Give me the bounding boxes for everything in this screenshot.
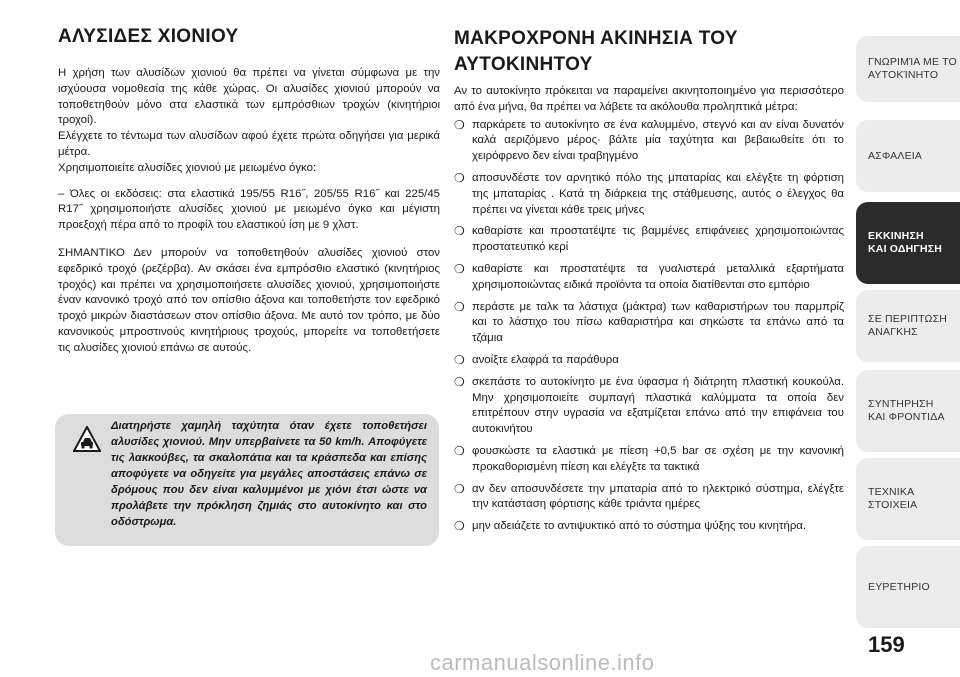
bullet-circle-icon: ❍ (454, 261, 465, 276)
list-item: ❍ παρκάρετε το αυτοκίνητο σε ένα καλυμμένο, στεγνό και αν είναι δυνατόν καλά αεριζόμενο μέρος· βάλτε μία ταχύτητα και βεβαιωθείτε ότι το χειρόφρενο δεν είναι τραβηγμένο (454, 117, 844, 163)
precaution-list (454, 118, 844, 535)
list-item: ❍ καθαρίστε και προστατέψτε τις βαμμένες επιφάνειες χρησιμοποιώντας προστατευτικό κερί (454, 224, 844, 254)
warning-box (55, 414, 439, 546)
snow-chains-body (58, 66, 440, 357)
tab-index[interactable]: ΕΥΡΕΤΗΡΙΟ (856, 546, 960, 628)
warning-text: Διατηρήστε χαμηλή ταχύτητα όταν έχετε τοποθετήσει αλυσίδες χιονιού. Μην υπερβαίνετε τα 50 km/h. Αποφύγετε τις λακκούβες, τα σκαλοπάτια και τα κράσπεδα και επίσης αποφύγετε να οδηγείτε για μεγάλες αποστάσεις επάνω σε δρόμους που δεν είναι καλυμμένοι με χιόνι έτσι ώστε να προλάβετε την πρόκληση ζημιάς στο αυτοκίνητο και στο οδόστρωμα. (111, 420, 427, 528)
paragraph: Ελέγχετε το τέντωμα των αλυσίδων αφού έχετε πρώτα οδηγήσει για μερικά μέτρα. (58, 130, 440, 158)
bullet-circle-icon: ❍ (454, 374, 465, 389)
page-number: 159 (868, 632, 905, 657)
bullet-circle-icon: ❍ (454, 481, 465, 496)
list-item: ❍ αν δεν αποσυνδέσετε την μπαταρία από το ηλεκτρικό σύστημα, ελέγξτε την κατάσταση φόρτισης κάθε τριάντα ημέρες (454, 481, 844, 511)
tab-getting-to-know[interactable]: ΓΝΩΡΙΜΊΑ ΜΕ ΤΟ ΑΥΤΟΚΊΝΗΤΟ (856, 36, 960, 102)
intro-paragraph: Αν το αυτοκίνητο πρόκειται να παραμείνει ακινητοποιημένο για περισσότερο από ένα μήνα, θα πρέπει να λάβετε τα ακόλουθα προληπτικά μέτρα: (454, 85, 844, 113)
tab-technical-data[interactable]: ΤΕΧΝΙΚΑ ΣΤΟΙΧΕΙΑ (856, 458, 960, 540)
bullet-circle-icon: ❍ (454, 117, 465, 132)
list-item: ❍ περάστε με ταλκ τα λάστιχα (μάκτρα) των καθαριστήρων του παρμπρίζ και το λάστιχο του πίσω καθαριστήρα και σηκώστε τα επάνω από τα τζάμια (454, 299, 844, 345)
bullet-circle-icon: ❍ (454, 352, 465, 367)
list-item: ❍ αποσυνδέστε τον αρνητικό πόλο της μπαταρίας και ελέγξτε τη φόρτιση της μπαταρίας . Κατά τη διάρκεια της στάθμευσης, αυτός ο έλεγχος θα πρέπει να γίνεται κάθε τρεις μήνες (454, 170, 844, 216)
list-item: ❍ μην αδειάζετε το αντιψυκτικό από το σύστημα ψύξης του κινητήρα. (454, 519, 807, 534)
bullet-circle-icon: ❍ (454, 443, 465, 458)
tab-starting-driving[interactable]: ΕΚΚΙΝΗΣΗ ΚΑΙ ΟΔΗΓΗΣΗ (856, 202, 960, 284)
section-heading-long-inactivity: ΜΑΚΡΟΧΡΟΝΗ ΑΚΙΝΗΣΙΑ ΤΟΥ ΑΥΤΟΚΙΝΗΤΟΥ (454, 28, 738, 75)
list-item: ❍ φουσκώστε τα ελαστικά με πίεση +0,5 bar σε σχέση με την κανονική προκαθορισμένη πίεση και ελέγξτε τα τακτικά (454, 443, 844, 473)
tab-safety[interactable]: ΑΣΦΑΛΕΙΑ (856, 120, 960, 192)
list-item: ❍ καθαρίστε και προστατέψτε τα γυαλιστερά μεταλλικά εξαρτήματα χρησιμοποιώντας ειδικά προϊόντα τα οποία διατίθενται στο εμπόριο (454, 261, 844, 291)
bullet-circle-icon: ❍ (454, 519, 465, 534)
list-item: ❍ σκεπάστε το αυτοκίνητο με ένα ύφασμα ή διάτρητη πλαστική κουκούλα. Μην χρησιμοποιείτε συμπαγή πλαστικά καλύμματα τα οποία δεν επιτρέπουν στην υγρασία να εξατμίζεται επάνω από την επιφάνεια του αυτοκινήτου (454, 374, 844, 436)
tab-emergency[interactable]: ΣΕ ΠΕΡΙΠΤΩΣΗ ΑΝΑΓΚΗΣ (856, 290, 960, 362)
bullet-circle-icon: ❍ (454, 224, 465, 239)
tab-maintenance[interactable]: ΣΥΝΤΗΡΗΣΗ ΚΑΙ ΦΡΟΝΤΙΔΑ (856, 370, 960, 452)
paragraph: Χρησιμοποιείτε αλυσίδες χιονιού με μειωμένο όγκο: (58, 161, 317, 174)
list-item: ❍ ανοίξτε ελαφρά τα παράθυρα (454, 352, 619, 367)
section-heading-snow-chains: ΑΛΥΣΙΔΕΣ ΧΙΟΝΙΟΥ (58, 26, 239, 47)
paragraph: – Όλες οι εκδόσεις: στα ελαστικά 195/55 R16˝, 205/55 R16˝ και 225/45 R17˝ χρησιμοποιήστε αλυσίδες χιονιού με μειωμένο όγκο και μέγιστη προεξοχή πέρα από το προφίλ του ελαστικού ίση με 9 χλστ. (58, 187, 440, 232)
bullet-circle-icon: ❍ (454, 170, 465, 185)
bullet-circle-icon: ❍ (454, 299, 465, 314)
important-note: ΣΗΜΑΝΤΙΚΟ Δεν μπορούν να τοποθετηθούν αλυσίδες χιονιού στον εφεδρικό τροχό (ρεζέρβα). Αν σκάσει ένα εμπρόσθιο ελαστικό (κινητήριος τροχός) και πρέπει να χρησιμοποιήσετε αλυσίδες χιονιού, χρησιμοποιήστε έναν κανονικό τροχό από τον οπίσθιο άξονα και τοποθετήστε τον εφεδρικό τροχό μικρών διαστάσεων στον οπίσθιο άξονα. Με αυτό τον τρόπο, με δύο κανονικούς μπροστινούς κινητήριους τροχούς, μπορείτε να τοποθετήσετε τις αλυσίδες χιονιού επάνω σε αυτούς. (58, 246, 440, 354)
chapter-tabs (856, 0, 960, 677)
watermark: carmanualsonline.info (430, 650, 655, 675)
long-inactivity-body (454, 84, 844, 541)
paragraph: Η χρήση των αλυσίδων χιονιού θα πρέπει να γίνεται σύμφωνα με την ισχύουσα νομοθεσία της κάθε χώρας. Οι αλυσίδες χιονιού μπορούν να τοποθετηθούν μόνο στα ελαστικά των εμπρόσθιων τροχών (κινητήριοι τροχοί). (58, 67, 440, 127)
